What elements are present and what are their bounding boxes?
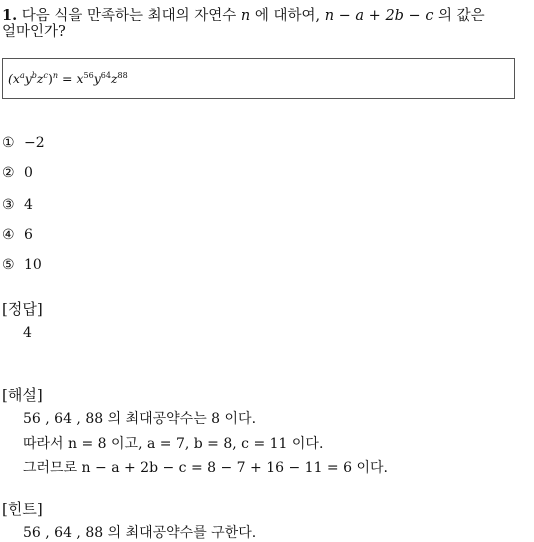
choice-5-value: 10	[24, 257, 42, 273]
explanation-line-3: 그러므로 n − a + 2b − c = 8 − 7 + 16 − 11 = 6 이다.	[23, 460, 388, 476]
question-text-2: 얼마인가?	[2, 24, 66, 40]
explanation-label: [해설]	[2, 386, 43, 404]
explanation-line-1: 56 , 64 , 88 의 최대공약수는 8 이다.	[23, 411, 257, 427]
choice-4-symbol: ④	[2, 227, 15, 243]
choice-2[interactable]	[2, 165, 33, 181]
hint-line-1: 56 , 64 , 88 의 최대공약수를 구한다.	[23, 525, 257, 541]
choice-3-value: 4	[24, 197, 33, 213]
question-number: 1.	[2, 7, 18, 24]
choice-4-value: 6	[24, 227, 33, 243]
hint-label: [힌트]	[2, 500, 43, 518]
question-text-end: 의 값은	[438, 8, 485, 24]
choice-1-symbol: ①	[2, 135, 15, 151]
choice-2-value: 0	[24, 165, 33, 181]
choice-3-symbol: ③	[2, 197, 15, 213]
answer-label: [정답]	[2, 300, 43, 318]
question-text: 다음 식을 만족하는 최대의 자연수	[21, 8, 237, 24]
question-variable-n: n	[240, 8, 251, 24]
choice-1-value: −2	[24, 135, 45, 151]
choice-2-symbol: ②	[2, 165, 15, 181]
question-line-1	[2, 6, 485, 26]
choice-1[interactable]	[2, 135, 45, 151]
choice-5[interactable]	[2, 257, 42, 273]
answer-value: 4	[23, 325, 32, 341]
choice-3[interactable]	[2, 197, 33, 213]
condition-box	[2, 58, 515, 99]
question-expression: n − a + 2b − c	[324, 8, 434, 24]
question-line-2	[2, 22, 66, 42]
question-text-mid: 에 대하여,	[254, 8, 321, 24]
explanation-line-2: 따라서 n = 8 이고, a = 7, b = 8, c = 11 이다.	[23, 436, 324, 452]
condition-formula: $(x^ay^bz^c)^n = x^{56}y^{64}z^{88}$	[8, 71, 128, 86]
choice-5-symbol: ⑤	[2, 257, 15, 273]
choice-4[interactable]	[2, 227, 33, 243]
